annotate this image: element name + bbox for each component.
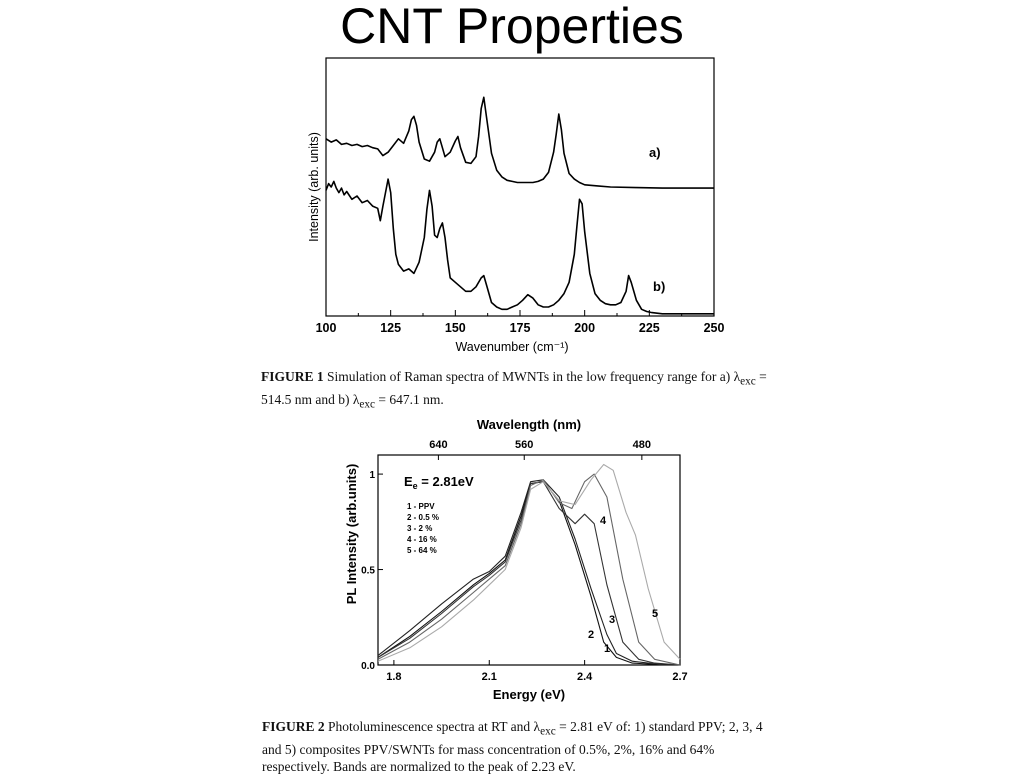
figure-2-caption-text-2: = 2.81 eV of: 1) standard PPV; 2, 3, 4 and 5) composites PPV/SWNTs for mass concentration of 0.5%, 2%, 16% and 64% respectively. Bands are normalized to the peak of 2.23 eV. [262, 719, 763, 774]
pl-legend-entry-1: 1 - PPV [407, 502, 435, 511]
raman-chart [307, 58, 724, 354]
pl-annotation-rest: = 2.81eV [417, 474, 474, 489]
raman-y-axis-label: Intensity (arb. units) [307, 132, 321, 242]
pl-y-tick-label-2: 1 [369, 470, 375, 482]
figure-2-caption [262, 718, 772, 775]
figure-2-caption-text: Photoluminescence spectra at RT and λ [324, 719, 541, 734]
raman-x-axis-label: Wavenumber (cm⁻¹) [455, 340, 569, 354]
pl-legend-entry-4: 4 - 16 % [407, 535, 437, 544]
figure-2-caption-sub: exc [540, 725, 556, 738]
raman-x-tick-label-2: 150 [444, 321, 466, 335]
pl-annotation-sub: e [412, 481, 418, 491]
raman-series-label-b: b) [653, 279, 666, 294]
raman-series-a [326, 97, 714, 188]
pl-curve-label-2: 2 [588, 629, 595, 641]
pl-x-axis-label: Energy (eV) [492, 687, 566, 702]
pl-legend [407, 502, 439, 555]
raman-x-tick-label-0: 100 [315, 321, 337, 335]
raman-series-label-a: a) [649, 145, 661, 160]
pl-curve-label-4: 4 [600, 515, 607, 527]
figure-1-caption-text-2: = 514.5 nm and b) λ [261, 369, 767, 407]
pl-x-tick-label-3: 2.7 [672, 671, 688, 683]
figure-1-caption-sub-2: exc [359, 398, 376, 411]
figure-1-caption-text-3: = 647.1 nm. [375, 391, 444, 407]
pl-legend-entry-2: 2 - 0.5 % [407, 513, 440, 522]
figure-1-caption-text: Simulation of Raman spectra of MWNTs in the low frequency range for a) λ [323, 369, 741, 384]
pl-y-tick-label-0: 0.0 [361, 661, 375, 672]
raman-x-tick-label-5: 225 [638, 321, 660, 335]
pl-x-tick-label-1: 2.1 [481, 671, 497, 683]
pl-top-tick-label-0: 640 [429, 439, 448, 451]
figure-1-caption-label: FIGURE 1 [261, 369, 324, 384]
figure-2-caption-label: FIGURE 2 [262, 719, 325, 734]
pl-legend-entry-3: 3 - 2 % [407, 524, 433, 533]
pl-annotation-main: E [404, 474, 413, 489]
pl-curve-label-3: 3 [609, 614, 616, 626]
raman-x-tick-label-3: 175 [509, 321, 531, 335]
pl-top-axis-label: Wavelength (nm) [476, 417, 582, 432]
pl-x-tick-label-0: 1.8 [386, 671, 402, 683]
pl-legend-entry-5: 5 - 64 % [407, 546, 437, 555]
pl-curve-label-5: 5 [652, 608, 659, 620]
pl-series-group [378, 465, 680, 666]
pl-top-tick-label-1: 560 [515, 439, 534, 451]
figure-1-caption-sub: exc [740, 375, 756, 388]
raman-plot-frame [326, 58, 714, 316]
pl-top-tick-label-2: 480 [632, 439, 652, 451]
raman-x-tick-label-1: 125 [380, 321, 402, 335]
raman-x-tick-label-6: 250 [703, 321, 725, 335]
figure-1-caption [261, 368, 781, 413]
pl-x-tick-label-2: 2.4 [576, 671, 593, 683]
slide-title: CNT Properties [340, 0, 684, 54]
pl-y-tick-label-1: 0.5 [361, 565, 375, 577]
raman-x-tick-label-4: 200 [574, 321, 596, 335]
pl-y-axis-label: PL Intensity (arb.units) [344, 463, 359, 605]
pl-curve-label-1: 1 [604, 643, 611, 655]
pl-excitation-annotation [404, 474, 474, 491]
pl-chart [344, 417, 688, 702]
pl-series-5 [378, 465, 680, 662]
